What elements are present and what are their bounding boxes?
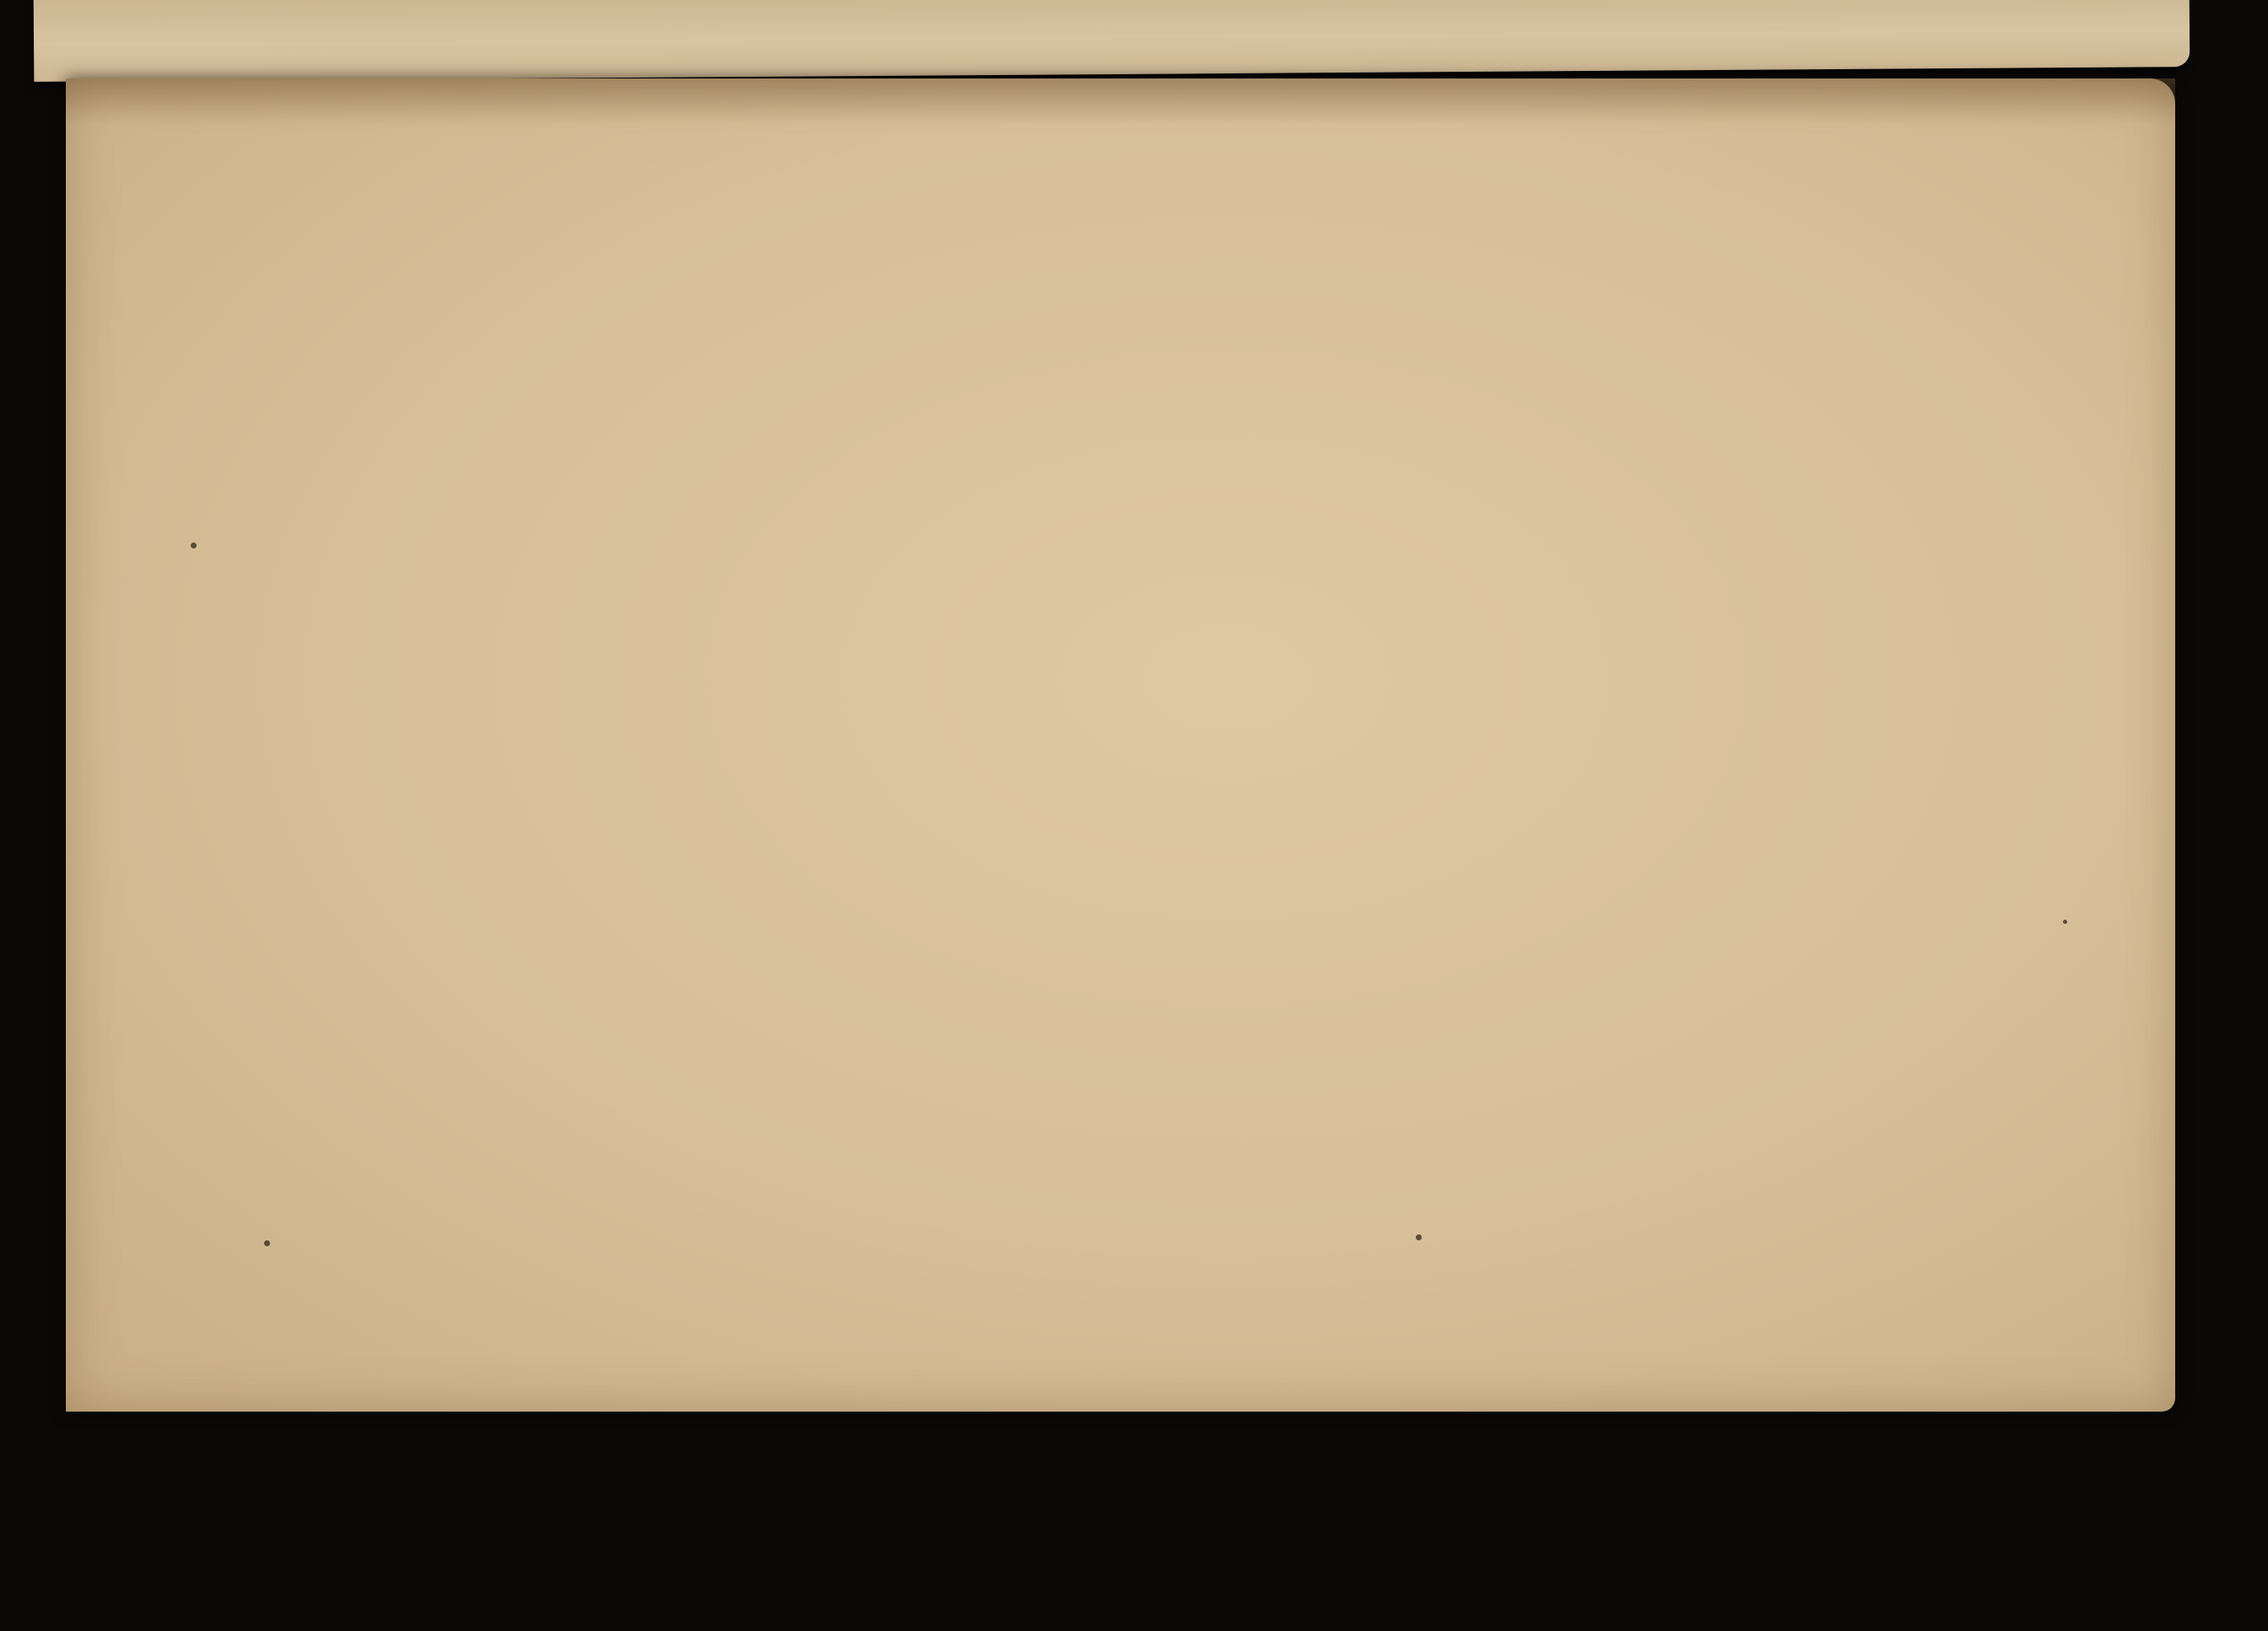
page-text-rotated xyxy=(327,139,1762,1455)
previous-page-edge-letters xyxy=(34,38,2190,75)
section-gap xyxy=(1723,139,1762,1455)
section-heading xyxy=(1612,139,1723,1455)
paper-speck xyxy=(191,543,197,548)
previous-page-edge xyxy=(34,0,2190,82)
paper-speck xyxy=(2063,920,2067,924)
paper-speck xyxy=(264,1240,270,1246)
